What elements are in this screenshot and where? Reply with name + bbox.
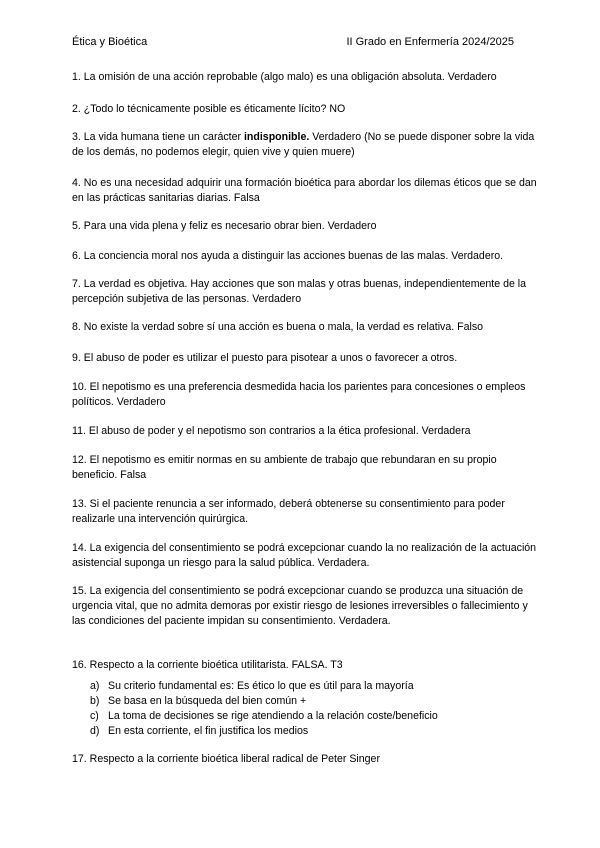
question-13: 13. Si el paciente renuncia a ser informado, deberá obtenerse su consentimiento para poder realizarle una intervención quirúrgica. [72,498,505,525]
question-16-options [90,679,530,739]
option-text: En esta corriente, el fin justifica los medios [108,725,309,737]
question-5: 5. Para una vida plena y feliz es necesario obrar bien. Verdadero [72,220,377,232]
question-6: 6. La conciencia moral nos ayuda a distinguir las acciones buenas de las malas. Verdadero. [72,250,504,262]
question-11: 11. El abuso de poder y el nepotismo son contrarios a la ética profesional. Verdadera [72,425,471,437]
question-3-text: 3. La vida humana tiene un carácter [72,131,244,143]
question-16: 16. Respecto a la corriente bioética utilitarista. FALSA. T3 [72,659,343,671]
question-3-bold-term: indisponible. [243,131,310,143]
question-12: 12. El nepotismo es emitir normas en su ambiente de trabajo que rebundaran en su propio beneficio. Falsa [72,454,497,481]
header-course-title: Ética y Bioética [72,36,148,48]
question-1: 1. La omisión de una acción reprobable (algo malo) es una obligación absoluta. Verdadero [72,71,497,83]
question-4: 4. No es una necesidad adquirir una formación bioética para abordar los dilemas éticos que se dan en las prácticas sanitarias diarias. Falsa [72,177,537,204]
option-b [90,694,530,709]
question-17: 17. Respecto a la corriente bioética liberal radical de Peter Singer [72,753,380,765]
option-text: Se basa en la búsqueda del bien común + [108,695,307,707]
question-3 [72,130,542,160]
question-15: 15. La exigencia del consentimiento se podrá excepcionar cuando se produzca una situación de urgencia vital, que no admita demoras por existir riesgo de lesiones irreversibles o fallecimiento y las condiciones del paciente impidan su consentimiento. Verdadera. [72,585,528,627]
option-c [90,709,530,724]
option-text: La toma de decisiones se rige atendiendo a la relación coste/beneficio [108,710,438,722]
option-a [90,679,530,694]
question-8: 8. No existe la verdad sobre sí una acción es buena o mala, la verdad es relativa. Falso [72,321,484,333]
option-letter: a) [90,680,100,692]
question-14: 14. La exigencia del consentimiento se podrá excepcionar cuando la no realización de la actuación asistencial suponga un riesgo para la salud pública. Verdadera. [72,542,537,569]
question-2: 2. ¿Todo lo técnicamente posible es éticamente lícito? NO [72,103,346,115]
question-9: 9. El abuso de poder es utilizar el puesto para pisotear a unos o favorecer a otros. [72,352,458,364]
option-text: Su criterio fundamental es: Es ético lo que es útil para la mayoría [108,680,414,692]
question-10: 10. El nepotismo es una preferencia desmedida hacia los parientes para concesiones o empleos políticos. Verdadero [72,381,526,408]
option-d [90,724,530,739]
question-3-answer: Verdadero (No se puede disponer sobre la vida de los demás, no podemos elegir, quien vive y quien muere) [72,131,535,158]
header-degree-year: II Grado en Enfermería 2024/2025 [346,36,514,48]
question-7: 7. La verdad es objetiva. Hay acciones que son malas y otras buenas, independientemente de la percepción subjetiva de las personas. Verdadero [72,278,527,305]
option-letter: d) [90,725,100,737]
option-letter: b) [90,695,100,707]
option-letter: c) [90,710,99,722]
